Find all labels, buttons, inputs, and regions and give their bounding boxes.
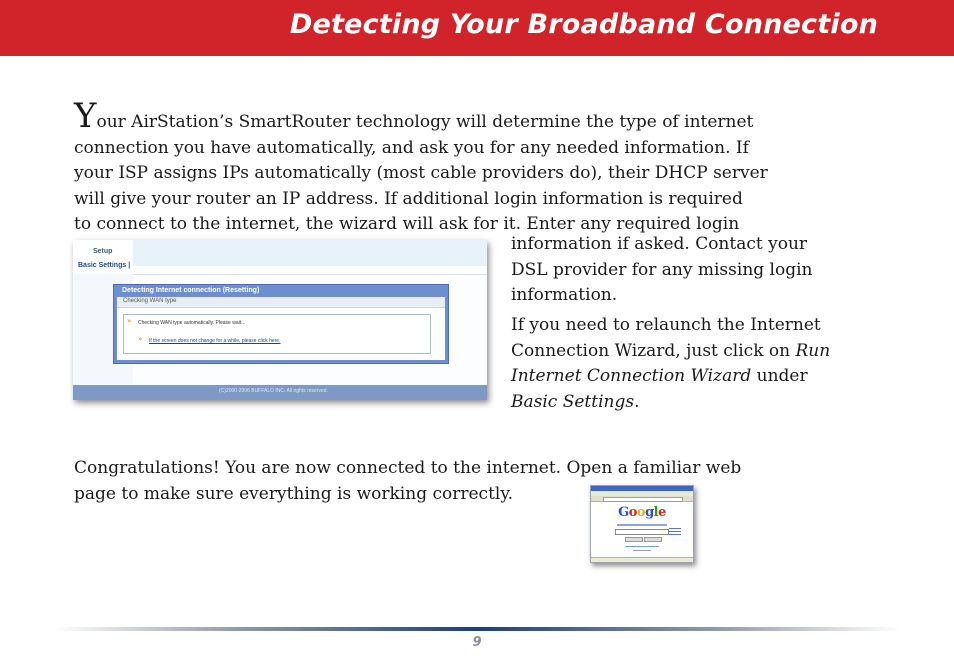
- dialog-body: [117, 297, 445, 360]
- search-button: [625, 537, 643, 542]
- setup-screenshot: [73, 240, 487, 400]
- checking-header: Checking WAN type: [123, 298, 177, 304]
- page-title: Detecting Your Broadband Connection: [289, 9, 878, 40]
- intro-line-3: your ISP assigns IPs automatically (most cable providers do), their DHCP server: [74, 163, 768, 183]
- footer-rule: [54, 627, 900, 631]
- run-wizard-emphasis: Run: [795, 340, 831, 361]
- browser-address-bar: [603, 497, 683, 502]
- basic-settings-link: Basic Settings |: [78, 262, 131, 269]
- search-tabs: [617, 524, 667, 526]
- footer-links: [625, 546, 659, 547]
- wizard-name-emphasis: Internet Connection Wizard: [511, 366, 752, 386]
- intro-tail-line-1: information if asked. Contact your: [511, 234, 808, 254]
- intro-line-5: to connect to the internet, the wizard will ask for it. Enter any required login: [74, 214, 740, 234]
- page-number: 9: [472, 635, 482, 650]
- intro-paragraph: [74, 96, 874, 238]
- basic-settings-emphasis: Basic Settings: [511, 391, 635, 412]
- congrats-line-1: Congratulations! You are now connected to the internet. Open a familiar web: [74, 458, 742, 478]
- footer-copyright: [633, 550, 651, 551]
- status-message: Checking WAN type automatically. Please wait...: [138, 320, 246, 326]
- relaunch-line-4: Basic Settings.: [511, 391, 640, 412]
- intro-tail-line-3: information.: [511, 285, 618, 305]
- click-here-link: If the screen does not change for a while, please click here.: [149, 338, 281, 344]
- intro-paragraph-continued: [511, 232, 911, 309]
- relaunch-line-3: Internet Connection Wizard under: [511, 366, 808, 386]
- setup-header: [73, 240, 487, 275]
- lucky-button: [644, 537, 662, 542]
- drop-cap: Y: [74, 96, 97, 136]
- intro-line-2: connection you have automatically, and ask you for any needed information. If: [74, 137, 749, 158]
- setup-label: Setup: [93, 248, 113, 255]
- relaunch-line-1: If you need to relaunch the Internet: [511, 315, 821, 335]
- intro-line-4: will give your router an IP address. If additional login information is required: [74, 188, 743, 209]
- setup-footer: [73, 385, 487, 400]
- relaunch-paragraph: [511, 313, 911, 415]
- search-side-links: [669, 528, 681, 536]
- congrats-line-2: page to make sure everything is working correctly.: [74, 483, 514, 504]
- search-box: [615, 529, 669, 535]
- browser-screenshot: [590, 485, 694, 563]
- dialog-title: Detecting Internet connection (Resetting): [122, 287, 260, 294]
- arrow-icon: »: [138, 335, 143, 343]
- browser-status-bar: [591, 557, 693, 563]
- setup-topbar: [133, 240, 487, 266]
- copyright-text: (C)2000-2006 BUFFALO INC. All rights reserved.: [219, 388, 328, 394]
- arrow-icon: »: [127, 317, 132, 325]
- congrats-paragraph: [74, 456, 894, 507]
- detecting-dialog: [113, 284, 449, 364]
- status-box: [123, 314, 431, 354]
- header-banner: [0, 0, 954, 56]
- intro-line-1: Your AirStation’s SmartRouter technology will determine the type of internet: [74, 96, 754, 136]
- relaunch-line-2: Connection Wizard, just click on Run: [511, 340, 831, 361]
- google-logo: Google: [618, 505, 666, 520]
- intro-tail-line-2: DSL provider for any missing login: [511, 259, 813, 280]
